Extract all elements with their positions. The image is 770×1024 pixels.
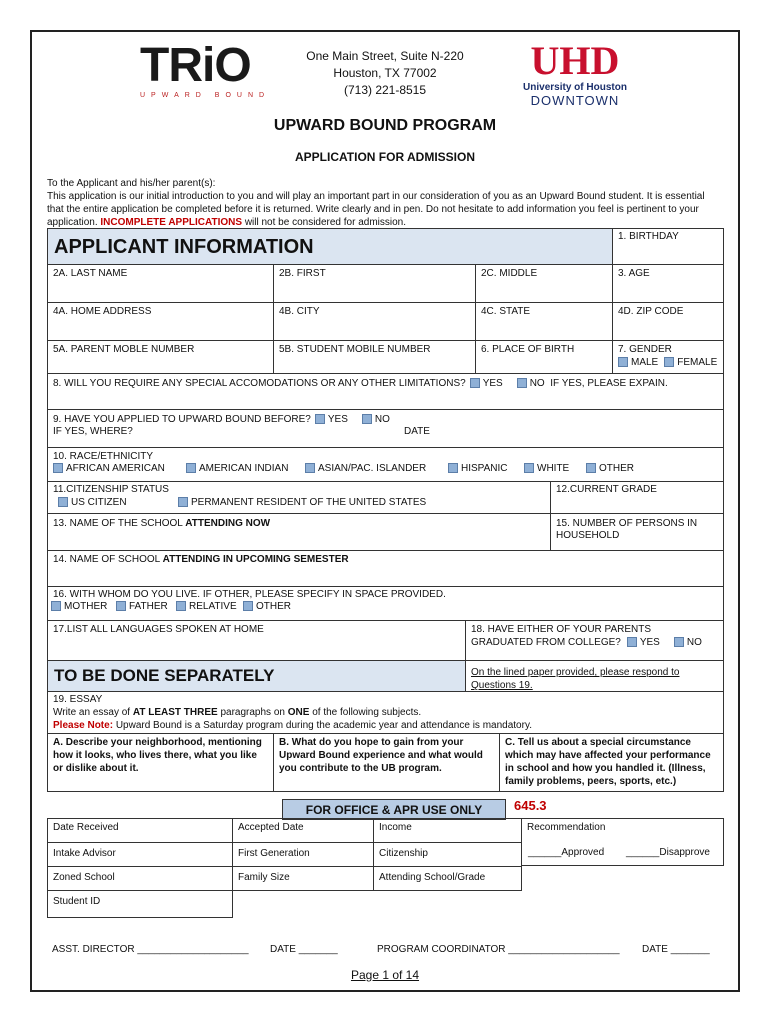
race-american-indian-checkbox[interactable] <box>186 463 196 473</box>
student-id-field[interactable]: Student ID <box>47 890 233 918</box>
accommodations-yes-checkbox[interactable] <box>470 378 480 388</box>
current-school-field[interactable]: 13. NAME OF THE SCHOOL ATTENDING NOW <box>47 513 551 551</box>
male-checkbox[interactable] <box>618 357 628 367</box>
race-row: 10. RACE/ETHNICITY AFRICAN AMERICAN AMERICAN INDIAN ASIAN/PAC. ISLANDER HISPANIC WHITE OTHER <box>47 447 724 482</box>
intake-advisor-field[interactable]: Intake Advisor <box>47 842 233 867</box>
attending-school-field[interactable]: Attending School/Grade <box>373 866 522 891</box>
race-asian-checkbox[interactable] <box>305 463 315 473</box>
race-african-american-checkbox[interactable] <box>53 463 63 473</box>
accommodations-row: 8. WILL YOU REQUIRE ANY SPECIAL ACCOMODATIONS OR ANY OTHER LIMITATIONS? YES NO IF YES, PLEASE EXPAIN. <box>47 373 724 410</box>
intro-p1: This application is our initial introduction to you and will play an important part in our consideration of you as an Upward Bound student. It is essential <box>47 191 705 202</box>
address-line-2: Houston, TX 77002 <box>333 66 437 80</box>
parents-college-yes-checkbox[interactable] <box>627 637 637 647</box>
essay-topic-c: C. Tell us about a special circumstance which may have affected your performance in school and how you handled it. (Illness, family problems, peers, sports, etc.) <box>499 733 724 792</box>
place-of-birth-field[interactable]: 6. PLACE OF BIRTH <box>475 340 613 374</box>
middle-name-field[interactable]: 2C. MIDDLE <box>475 264 613 303</box>
intro-text <box>47 177 727 229</box>
applicant-section-header <box>47 228 613 265</box>
page-title: UPWARD BOUND PROGRAM <box>273 117 497 134</box>
applicant-section-title: APPLICANT INFORMATION <box>54 236 314 258</box>
program-coordinator-line[interactable]: PROGRAM COORDINATOR ____________________ <box>377 944 620 955</box>
essay-section: 19. ESSAY Write an essay of AT LEAST THREE paragraphs on ONE of the following subjects. Please Note: Upward Bound is a Saturday program during the academic year and attendance is mandatory. <box>47 691 724 792</box>
citizenship-office-field[interactable]: Citizenship <box>373 842 522 867</box>
family-size-field[interactable]: Family Size <box>232 866 374 891</box>
zoned-school-field[interactable]: Zoned School <box>47 866 233 891</box>
separate-section-header <box>47 660 466 692</box>
trio-logo <box>140 39 271 99</box>
intro-salutation: To the Applicant and his/her parent(s): <box>47 178 216 189</box>
living-with-row: 16. WITH WHOM DO YOU LIVE. IF OTHER, PLEASE SPECIFY IN SPACE PROVIDED. MOTHER FATHER RELATIVE OTHER <box>47 586 724 621</box>
live-mother-checkbox[interactable] <box>51 601 61 611</box>
citizenship-field: 11.CITIZENSHIP STATUS US CITIZEN PERMANENT RESIDENT OF THE UNITED STATES <box>47 481 551 514</box>
date-received-field[interactable]: Date Received <box>47 818 233 843</box>
phone-number: (713) 221-8515 <box>343 83 427 97</box>
trio-logo-sub: UPWARD BOUND <box>140 92 271 99</box>
household-size-field[interactable]: 15. NUMBER OF PERSONS IN HOUSEHOLD <box>550 513 724 551</box>
languages-field[interactable]: 17.LIST ALL LANGUAGES SPOKEN AT HOME <box>47 620 466 661</box>
last-name-field[interactable]: 2A. LAST NAME <box>47 264 274 303</box>
parent-mobile-field[interactable]: 5A. PARENT MOBLE NUMBER <box>47 340 274 374</box>
essay-topic-b: B. What do you hope to gain from your Upward Bound experience and what would you contribute to the UB program. <box>273 733 500 792</box>
parents-college-field: 18. HAVE EITHER OF YOUR PARENTS GRADUATED FROM COLLEGE? YES NO <box>465 620 724 661</box>
city-field[interactable]: 4B. CITY <box>273 302 476 341</box>
office-use-header <box>282 799 506 820</box>
program-coordinator-date-line[interactable]: DATE _______ <box>642 944 710 955</box>
essay-topic-a: A. Describe your neighborhood, mentioning how it looks, who lives there, what you like or dislike about it. <box>47 733 274 792</box>
accommodations-no-checkbox[interactable] <box>517 378 527 388</box>
live-other-checkbox[interactable] <box>243 601 253 611</box>
asst-director-date-line[interactable]: DATE _______ <box>270 944 338 955</box>
age-field[interactable]: 3. AGE <box>612 264 724 303</box>
upcoming-school-field[interactable]: 14. NAME OF SCHOOL ATTENDING IN UPCOMING SEMESTER <box>47 550 724 587</box>
uhd-logo-line-2: DOWNTOWN <box>530 93 620 108</box>
state-field[interactable]: 4C. STATE <box>475 302 613 341</box>
current-grade-field[interactable]: 12.CURRENT GRADE <box>550 481 724 514</box>
first-name-field[interactable]: 2B. FIRST <box>273 264 476 303</box>
female-checkbox[interactable] <box>664 357 674 367</box>
zip-field[interactable]: 4D. ZIP CODE <box>612 302 724 341</box>
uhd-logo-mark: UHD <box>530 38 620 83</box>
income-field[interactable]: Income <box>373 818 522 843</box>
address-line-1: One Main Street, Suite N-220 <box>306 49 464 63</box>
race-white-checkbox[interactable] <box>524 463 534 473</box>
separate-section-title: TO BE DONE SEPARATELY <box>54 666 275 685</box>
applied-yes-checkbox[interactable] <box>315 414 325 424</box>
live-relative-checkbox[interactable] <box>176 601 186 611</box>
trio-logo-text: TRiO <box>140 39 251 92</box>
us-citizen-checkbox[interactable] <box>58 497 68 507</box>
uhd-logo <box>520 40 630 108</box>
uhd-logo-line-1: University of Houston <box>523 82 627 93</box>
accepted-date-field[interactable]: Accepted Date <box>232 818 374 843</box>
recommendation-field[interactable]: Recommendation ______Approved ______Disapprove <box>521 818 724 866</box>
parents-college-no-checkbox[interactable] <box>674 637 684 647</box>
birthday-field[interactable]: 1. BIRTHDAY <box>612 228 724 265</box>
permanent-resident-checkbox[interactable] <box>178 497 188 507</box>
applied-before-row: 9. HAVE YOU APPLIED TO UPWARD BOUND BEFORE? YES NO IF YES, WHERE? DATE <box>47 409 724 448</box>
home-address-field[interactable]: 4A. HOME ADDRESS <box>47 302 274 341</box>
student-mobile-field[interactable]: 5B. STUDENT MOBILE NUMBER <box>273 340 476 374</box>
first-generation-field[interactable]: First Generation <box>232 842 374 867</box>
page-subtitle: APPLICATION FOR ADMISSION <box>295 150 475 164</box>
page-number: Page 1 of 14 <box>350 968 420 982</box>
address-block <box>270 48 500 99</box>
live-father-checkbox[interactable] <box>116 601 126 611</box>
applied-no-checkbox[interactable] <box>362 414 372 424</box>
race-other-checkbox[interactable] <box>586 463 596 473</box>
form-code: 645.3 <box>514 798 547 813</box>
incomplete-warning: INCOMPLETE APPLICATIONS <box>100 217 243 228</box>
lined-paper-note: On the lined paper provided, please respond to Questions 19. <box>465 660 724 692</box>
office-use-title: FOR OFFICE & APR USE ONLY <box>305 803 483 817</box>
gender-field: 7. GENDER MALE FEMALE <box>612 340 724 374</box>
asst-director-line[interactable]: ASST. DIRECTOR ____________________ <box>52 944 249 955</box>
intro-p2: that the entire application be completed before it is returned. Write clearly and in pen. Do not hesitate to add information you feel is pertinent to your <box>47 204 699 215</box>
signature-line <box>52 944 732 955</box>
intro-p3: application. INCOMPLETE APPLICATIONS will not be considered for admission. <box>47 217 407 228</box>
race-hispanic-checkbox[interactable] <box>448 463 458 473</box>
